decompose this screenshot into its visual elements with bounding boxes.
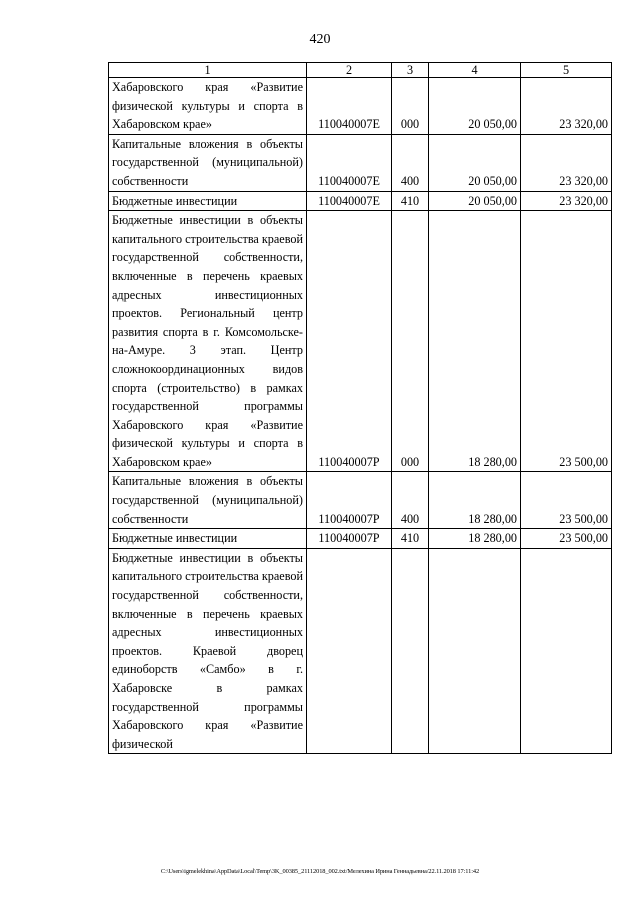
row-amount-year1: 18 280,00 (429, 529, 521, 549)
row-amount-year1: 20 050,00 (429, 191, 521, 211)
table-row (109, 78, 612, 135)
row-expense-type: 400 (392, 134, 429, 191)
row-name: Капитальные вложения в объекты государственной (муниципальной) собственности (109, 134, 307, 191)
row-name: Капитальные вложения в объекты государственной (муниципальной) собственности (109, 472, 307, 529)
budget-table (108, 62, 612, 754)
row-amount-year2: 23 500,00 (521, 472, 612, 529)
row-amount-year1: 18 280,00 (429, 472, 521, 529)
table-row (109, 548, 612, 754)
header-row (109, 63, 612, 78)
row-expense-type: 410 (392, 529, 429, 549)
header-cell-5: 5 (521, 63, 612, 78)
row-amount-year2: 23 500,00 (521, 529, 612, 549)
row-expense-type: 410 (392, 191, 429, 211)
row-amount-year2: 23 320,00 (521, 191, 612, 211)
row-target-code: 110040007Е (307, 78, 392, 135)
row-amount-year2: 23 500,00 (521, 211, 612, 472)
row-target-code: 110040007Е (307, 134, 392, 191)
row-name: Бюджетные инвестиции (109, 191, 307, 211)
row-target-code: 110040007Е (307, 191, 392, 211)
row-name: Бюджетные инвестиции в объекты капитального строительства краевой государственной собственности, включенные в перечень краевых адресных инвестиционных проектов. Региональный центр развития спорта в г. Комсомольске-на-Амуре. 3 этап. Центр сложнокоординационных видов спорта (строительство) в рамках государственной программы Хабаровского края «Развитие физической культуры и спорта в Хабаровском крае» (109, 211, 307, 472)
row-target-code: 110040007Р (307, 529, 392, 549)
row-amount-year1: 20 050,00 (429, 78, 521, 135)
row-amount-year2: 23 320,00 (521, 78, 612, 135)
header-cell-4: 4 (429, 63, 521, 78)
table-row (109, 134, 612, 191)
row-amount-year2: 23 320,00 (521, 134, 612, 191)
row-target-code (307, 548, 392, 754)
row-amount-year2 (521, 548, 612, 754)
table-row (109, 529, 612, 549)
row-expense-type: 400 (392, 472, 429, 529)
row-amount-year1: 18 280,00 (429, 211, 521, 472)
table-row (109, 191, 612, 211)
row-name: Бюджетные инвестиции (109, 529, 307, 549)
header-cell-3: 3 (392, 63, 429, 78)
page-number: 420 (309, 32, 331, 47)
table-row (109, 211, 612, 472)
header-cell-1: 1 (109, 63, 307, 78)
row-name: Бюджетные инвестиции в объекты капитального строительства краевой государственной собственности, включенные в перечень краевых адресных инвестиционных проектов. Краевой дворец единоборств «Самбо» в г. Хабаровске в рамках государственной программы Хабаровского края «Развитие физической (109, 548, 307, 754)
file-path-footer: C:\Users\igmelekhina\AppData\Local\Temp\3K_00385_21112018_002.txt/Мелехина Ирина Геннадьевна/22.11.2018 17:11:42 (160, 868, 480, 875)
row-target-code: 110040007Р (307, 472, 392, 529)
row-expense-type (392, 548, 429, 754)
row-amount-year1: 20 050,00 (429, 134, 521, 191)
row-name: Хабаровского края «Развитие физической культуры и спорта в Хабаровском крае» (109, 78, 307, 135)
row-expense-type: 000 (392, 211, 429, 472)
table-row (109, 472, 612, 529)
header-cell-2: 2 (307, 63, 392, 78)
row-amount-year1 (429, 548, 521, 754)
row-target-code: 110040007Р (307, 211, 392, 472)
row-expense-type: 000 (392, 78, 429, 135)
